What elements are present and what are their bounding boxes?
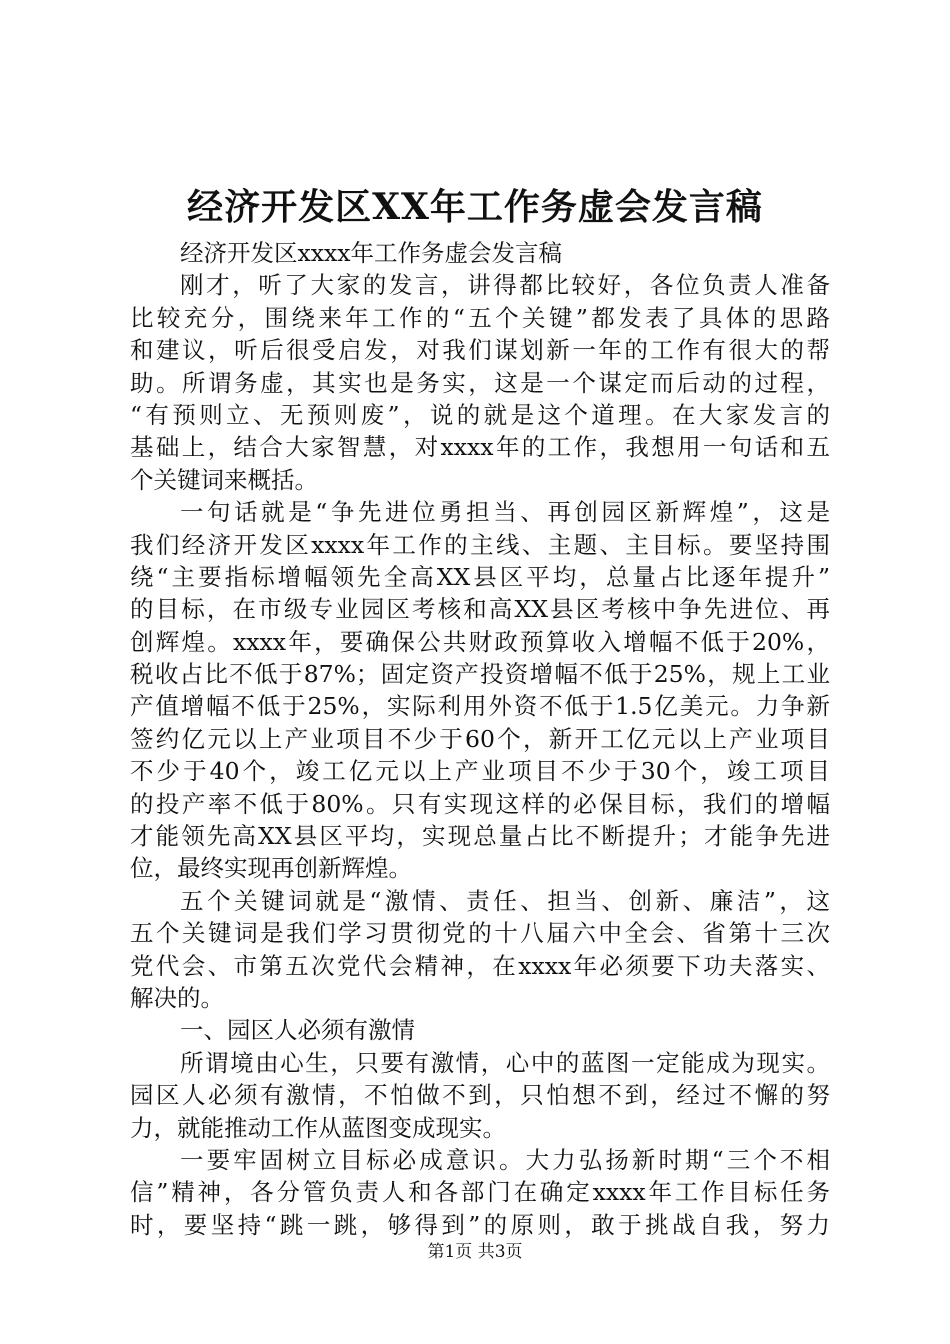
- text-line: 力，就能推动工作从蓝图变成现实。: [130, 1113, 506, 1142]
- text-line: 签约亿元以上产业项目不少于60个，新开工亿元以上产业项目: [130, 724, 830, 753]
- document-title: 经济开发区XX年工作务虚会发言稿: [187, 186, 763, 228]
- text-line: 五个关键词是我们学习贯彻党的十八届六中全会、省第十三次: [130, 919, 830, 948]
- text-line: 助。所谓务虚，其实也是务实，这是一个谋定而后动的过程，: [130, 368, 830, 397]
- text-line: 的目标，在市级专业园区考核和高XX县区考核中争先进位、再: [130, 595, 830, 624]
- text-line: 比较充分，围绕来年工作的“五个关键”都发表了具体的思路: [130, 303, 830, 332]
- document-body: [130, 237, 830, 1241]
- text-line: 信”精神，各分管负责人和各部门在确定xxxx年工作目标任务: [130, 1178, 830, 1207]
- text-line: 位，最终实现再创新辉煌。: [130, 854, 412, 883]
- text-line: 五个关键词就是“激情、责任、担当、创新、廉洁”，这: [180, 886, 830, 915]
- text-line: 一、园区人必须有激情: [180, 1016, 415, 1045]
- text-line: 产值增幅不低于25%，实际利用外资不低于1.5亿美元。力争新: [130, 692, 830, 721]
- page-footer: 第1页 共3页: [427, 1242, 523, 1262]
- text-line: 解决的。: [130, 983, 224, 1012]
- text-line: 税收占比不低于87%；固定资产投资增幅不低于25%，规上工业: [130, 660, 830, 689]
- text-line: 的投产率不低于80%。只有实现这样的必保目标，我们的增幅: [130, 789, 830, 818]
- text-line: 园区人必须有激情，不怕做不到，只怕想不到，经过不懈的努: [130, 1081, 830, 1110]
- text-line: 基础上，结合大家智慧，对xxxx年的工作，我想用一句话和五: [130, 433, 830, 462]
- text-line: 所谓境由心生，只要有激情，心中的蓝图一定能成为现实。: [180, 1048, 830, 1077]
- text-line: 时，要坚持“跳一跳，够得到”的原则，敢于挑战自我，努力: [130, 1210, 830, 1239]
- text-line: 创辉煌。xxxx年，要确保公共财政预算收入增幅不低于20%，: [130, 627, 830, 656]
- text-line: 和建议，听后很受启发，对我们谋划新一年的工作有很大的帮: [130, 336, 830, 365]
- text-line: 绕“主要指标增幅领先全高XX县区平均，总量占比逐年提升”: [130, 562, 830, 591]
- text-line: 不少于40个，竣工亿元以上产业项目不少于30个，竣工项目: [130, 757, 830, 786]
- text-line: 我们经济开发区xxxx年工作的主线、主题、主目标。要坚持围: [130, 530, 830, 559]
- text-line: 才能领先高XX县区平均，实现总量占比不断提升；才能争先进: [130, 822, 830, 851]
- text-line: 一要牢固树立目标必成意识。大力弘扬新时期“三个不相: [180, 1145, 830, 1174]
- text-line: 经济开发区xxxx年工作务虚会发言稿: [180, 239, 563, 267]
- text-line: 党代会、市第五次党代会精神，在xxxx年必须要下功夫落实、: [130, 951, 830, 980]
- text-line: 个关键词来概括。: [130, 465, 318, 494]
- text-line: 一句话就是“争先进位勇担当、再创园区新辉煌”，这是: [180, 498, 830, 527]
- text-line: 刚才，听了大家的发言，讲得都比较好，各位负责人准备: [180, 271, 830, 300]
- text-line: “有预则立、无预则废”，说的就是这个道理。在大家发言的: [130, 400, 830, 429]
